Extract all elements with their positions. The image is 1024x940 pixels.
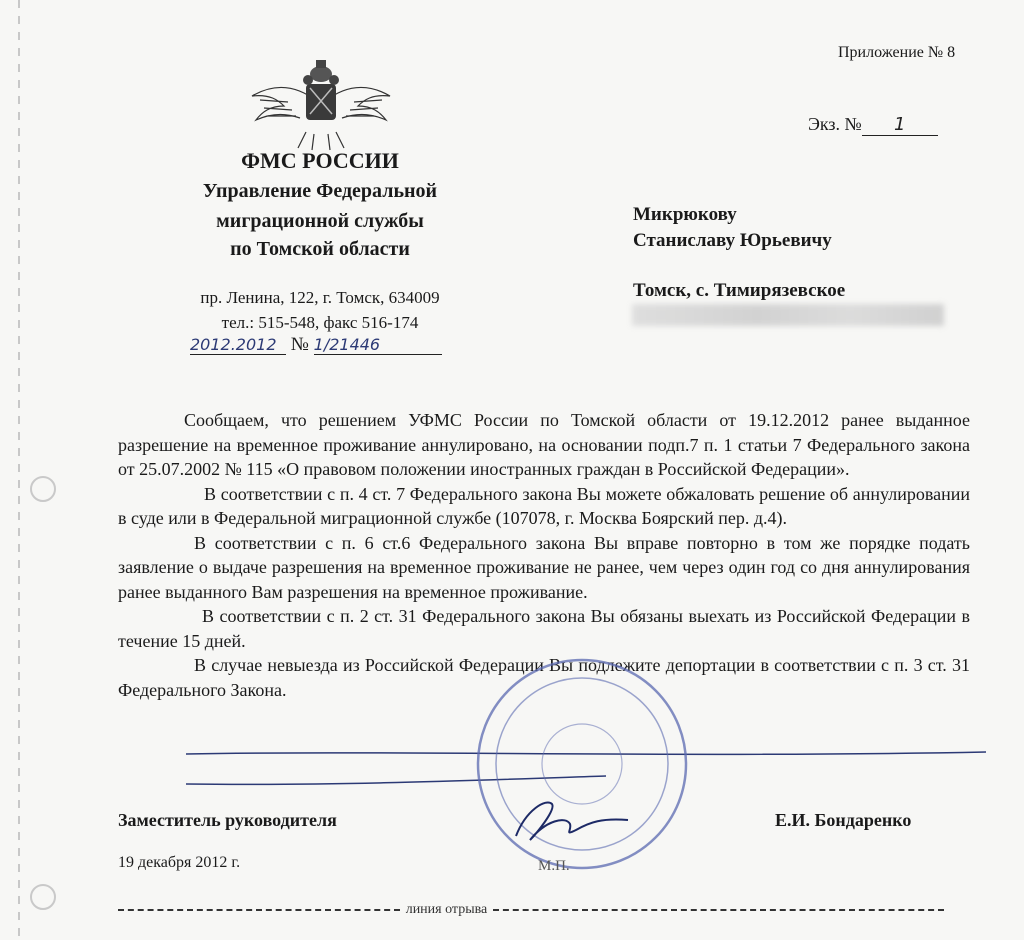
body-paragraph: В случае невыезда из Российской Федерации Вы подлежите депортации в соответствии с п. 3 ст. 31 Федерального Закона. xyxy=(118,655,970,700)
punch-hole xyxy=(30,476,56,502)
copy-number xyxy=(808,114,938,136)
signatory-name: Е.И. Бондаренко xyxy=(775,810,912,830)
org-line: миграционной службы xyxy=(216,210,424,232)
punch-margin-line xyxy=(18,0,20,940)
punch-hole xyxy=(30,884,56,910)
recipient-name: Станиславу Юрьевичу xyxy=(633,230,832,251)
org-line: Управление Федеральной xyxy=(202,180,438,202)
redacted-address xyxy=(632,304,944,326)
body-paragraph: Сообщаем, что решением УФМС России по Томской области от 19.12.2012 ранее выданное разрешение на временное проживание аннулировано, на основании подп.7 п. 1 статьи 7 Федерального закона от 25.07.2002 № 115 «О правовом положении иностранных граждан в Российской Федерации». xyxy=(118,410,970,479)
stamp-place-label: М.П. xyxy=(538,858,570,874)
org-name: ФМС РОССИИ xyxy=(241,148,399,173)
coat-of-arms-emblem xyxy=(248,56,394,152)
org-line: по Томской области xyxy=(230,238,410,260)
handwritten-signature xyxy=(506,790,636,850)
sender-phone: тел.: 515-548, факс 516-174 xyxy=(221,313,419,332)
copy-number-value: 1 xyxy=(862,114,938,136)
cut-line-dashes xyxy=(118,909,400,911)
cut-line-label: линия отрыва xyxy=(405,902,488,917)
recipient-city: Томск, с. Тимирязевское xyxy=(633,280,846,301)
document-date: 19 декабря 2012 г. xyxy=(118,854,241,871)
cut-line-dashes xyxy=(493,909,944,911)
cut-line xyxy=(118,902,944,918)
recipient-name: Микрюкову xyxy=(633,204,737,225)
body-paragraph: В соответствии с п. 4 ст. 7 Федерального закона Вы можете обжаловать решение об аннулировании в суде или в Федеральной миграционной службе (107078, г. Москва Боярский пер. д.4). xyxy=(118,483,970,528)
signatory-title: Заместитель руководителя xyxy=(118,810,337,830)
body-paragraph: В соответствии с п. 6 ст.6 Федерального закона Вы вправе повторно в том же порядке подать заявление о выдаче разрешения на временное проживание не ранее, чем через один год со дня аннулирования ранее выданного Вам разрешения на временное проживание. xyxy=(118,532,970,602)
sender-address: пр. Ленина, 122, г. Томск, 634009 xyxy=(200,288,440,307)
copy-number-label: Экз. № xyxy=(808,114,862,134)
registration-number-label: № xyxy=(290,334,309,355)
registration-date: 2012.2012 xyxy=(190,335,286,355)
registration-line xyxy=(190,334,442,356)
appendix-label: Приложение № 8 xyxy=(838,44,956,61)
body-paragraph: В соответствии с п. 2 ст. 31 Федерального закона Вы обязаны выехать из Российской Федерации в течение 15 дней. xyxy=(118,606,970,651)
registration-number: 1/21446 xyxy=(314,335,442,355)
